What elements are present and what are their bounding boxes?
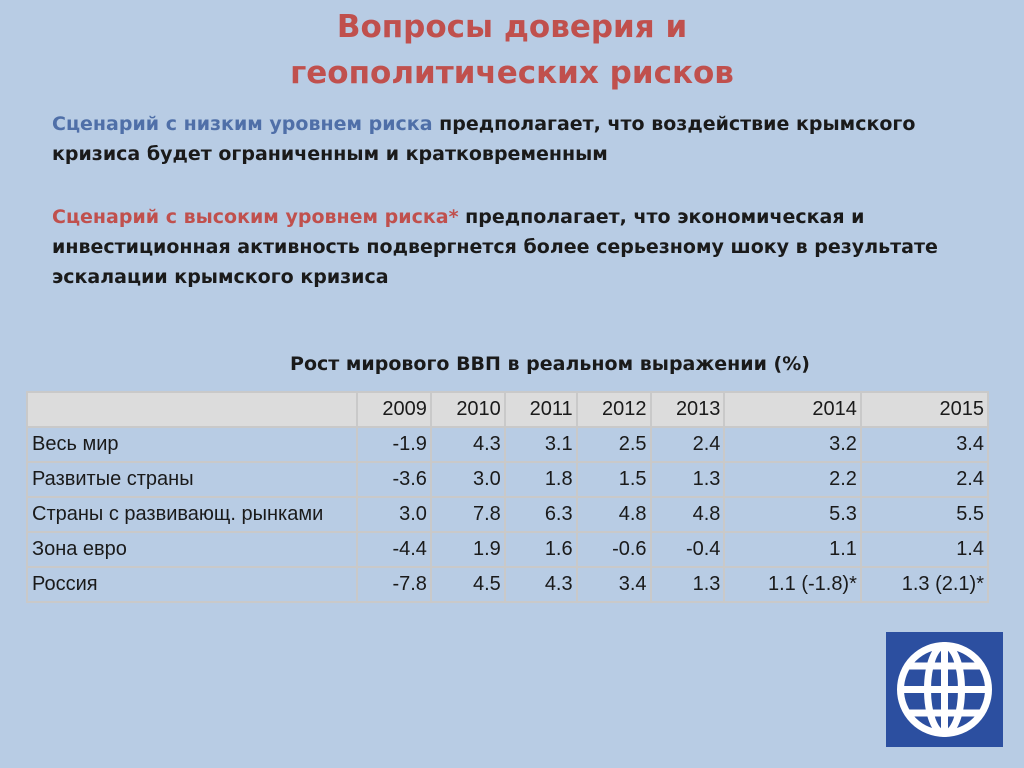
table-cell: -1.9 <box>357 427 431 462</box>
table-cell: 1.4 <box>861 532 988 567</box>
table-cell: 5.5 <box>861 497 988 532</box>
slide-title <box>0 4 1024 96</box>
scenario-high-text: предполагает, что экономическая и инвестиционная активность подвергнется более серьезному шоку в результате эскалации крымского кризиса <box>52 206 938 288</box>
table-cell: 4.8 <box>577 497 651 532</box>
table-title: Рост мирового ВВП в реальном выражении (%) <box>290 353 810 375</box>
table-cell: 5.3 <box>724 497 860 532</box>
table-row <box>27 532 988 567</box>
table-cell: 7.8 <box>431 497 505 532</box>
table-cell: 1.3 <box>651 567 725 602</box>
row-label: Страны с развивающ. рынками <box>27 497 357 532</box>
table-header-row <box>27 392 988 427</box>
header-cell <box>27 392 357 427</box>
row-label: Развитые страны <box>27 462 357 497</box>
table-cell: -3.6 <box>357 462 431 497</box>
header-cell: 2013 <box>651 392 725 427</box>
row-label: Россия <box>27 567 357 602</box>
table-cell: 1.1 <box>724 532 860 567</box>
header-cell: 2011 <box>505 392 577 427</box>
table-cell: 3.4 <box>577 567 651 602</box>
table-cell: 4.5 <box>431 567 505 602</box>
table-cell: 1.9 <box>431 532 505 567</box>
table-row <box>27 462 988 497</box>
table-cell: 1.6 <box>505 532 577 567</box>
table-cell: 4.8 <box>651 497 725 532</box>
table-cell: -7.8 <box>357 567 431 602</box>
table-cell: -0.4 <box>651 532 725 567</box>
header-cell: 2012 <box>577 392 651 427</box>
header-cell: 2009 <box>357 392 431 427</box>
table-cell: 2.5 <box>577 427 651 462</box>
table-cell: 3.0 <box>431 462 505 497</box>
gdp-table <box>26 391 989 603</box>
globe-icon <box>886 632 1003 747</box>
header-cell: 2014 <box>724 392 860 427</box>
table-cell: 4.3 <box>431 427 505 462</box>
table-cell: -0.6 <box>577 532 651 567</box>
table-cell: 3.4 <box>861 427 988 462</box>
scenario-high-paragraph <box>52 202 952 292</box>
title-line-2: геополитических рисков <box>290 55 734 91</box>
table-cell: 3.0 <box>357 497 431 532</box>
table-cell: 2.4 <box>861 462 988 497</box>
row-label: Весь мир <box>27 427 357 462</box>
table-cell: 1.8 <box>505 462 577 497</box>
table-cell: 4.3 <box>505 567 577 602</box>
table-cell: 2.2 <box>724 462 860 497</box>
table-cell: 1.3 (2.1)* <box>861 567 988 602</box>
table-row <box>27 427 988 462</box>
table-cell: 1.1 (-1.8)* <box>724 567 860 602</box>
scenario-high-lead: Сценарий с высоким уровнем риска* <box>52 206 459 228</box>
table-cell: 3.2 <box>724 427 860 462</box>
table-row <box>27 567 988 602</box>
table-cell: 2.4 <box>651 427 725 462</box>
header-cell: 2010 <box>431 392 505 427</box>
table-cell: -4.4 <box>357 532 431 567</box>
table-cell: 1.5 <box>577 462 651 497</box>
table-row <box>27 497 988 532</box>
scenario-low-paragraph <box>52 109 952 169</box>
world-bank-logo <box>886 632 1003 747</box>
table-cell: 6.3 <box>505 497 577 532</box>
title-line-1: Вопросы доверия и <box>336 9 688 45</box>
row-label: Зона евро <box>27 532 357 567</box>
table-cell: 3.1 <box>505 427 577 462</box>
table-cell: 1.3 <box>651 462 725 497</box>
scenario-low-lead: Сценарий с низким уровнем риска <box>52 113 433 135</box>
header-cell: 2015 <box>861 392 988 427</box>
scenario-low-text: предполагает, что воздействие крымского кризиса будет ограниченным и кратковременным <box>52 113 916 165</box>
